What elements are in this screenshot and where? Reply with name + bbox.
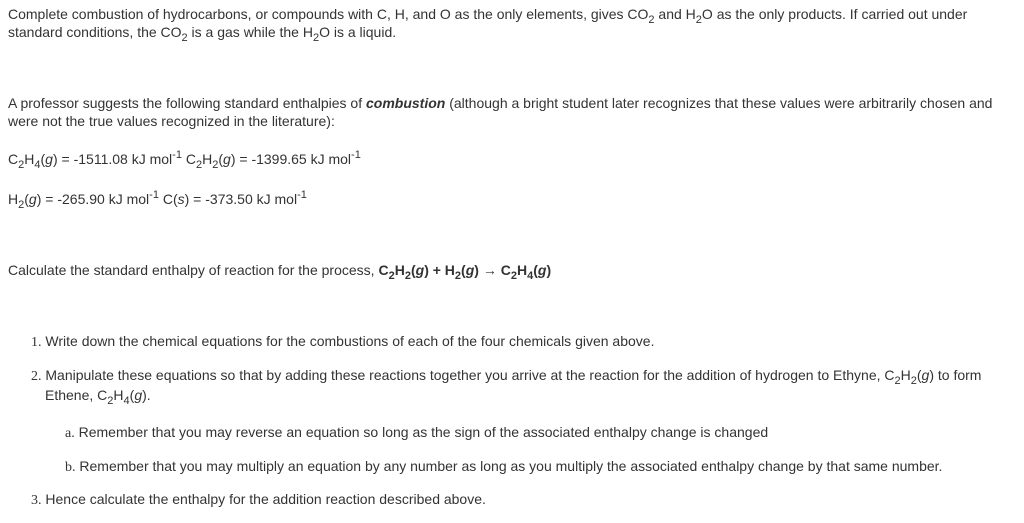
substep-a: a. Remember that you may reverse an equation so long as the sign of the associated enthalpy change is changed — [65, 424, 769, 441]
step-1: 1. Write down the chemical equations for the combustions of each of the four chemicals given above. — [31, 333, 655, 350]
intro-paragraph: Complete combustion of hydrocarbons, or compounds with C, H, and O as the only elements, gives $CO_2$ and $H_2O$ as the only products. If carried out under standard conditions, the $CO_2$ is a gas while the $H_2O$ is a liquid. — [8, 6, 968, 44]
step-2: 2. Manipulate these equations so that by adding these reactions together you arrive at the reaction for the addition of hydrogen to Ethyne, $C_2H_2(g)$ to form Ethene, $C_2H_4(g)$. — [31, 367, 982, 407]
c2h4-enthalpy: $C_2H_4(g) = -1511.08$ kJ mol$^{-1}$ — [8, 149, 182, 171]
target-reaction: $C_2H_2(g) + H_2(g) \to C_2H_4(g)$ — [378, 262, 552, 282]
enthalpy-line-2 — [8, 189, 1018, 211]
h2-enthalpy: $H_2(g) = -265.90$ kJ mol$^{-1}$ — [8, 189, 159, 211]
combustion-emphasis: combustion — [366, 95, 446, 111]
step-3: 3. Hence calculate the enthalpy for the addition reaction described above. — [31, 491, 486, 508]
c2h2-enthalpy: $C_2H_2(g) = -1399.65$ kJ mol$^{-1}$ — [185, 149, 361, 171]
c-enthalpy: C(s) = -373.50 kJ mol$^{-1}$ — [162, 189, 307, 207]
calculate-paragraph: Calculate the standard enthalpy of reaction for the process, $C_2H_2(g) + H_2(g) \to C_2H_4(g)$ — [8, 262, 552, 282]
enthalpy-line-1 — [8, 149, 1018, 171]
professor-paragraph: A professor suggests the following standard enthalpies of combustion (although a bright student later recognizes that these values were arbitrarily chosen and were not the true values recognized in the literature): — [8, 95, 993, 129]
substep-b: b. Remember that you may multiply an equation by any number as long as you multiply the associated enthalpy change by that same number. — [65, 458, 943, 475]
